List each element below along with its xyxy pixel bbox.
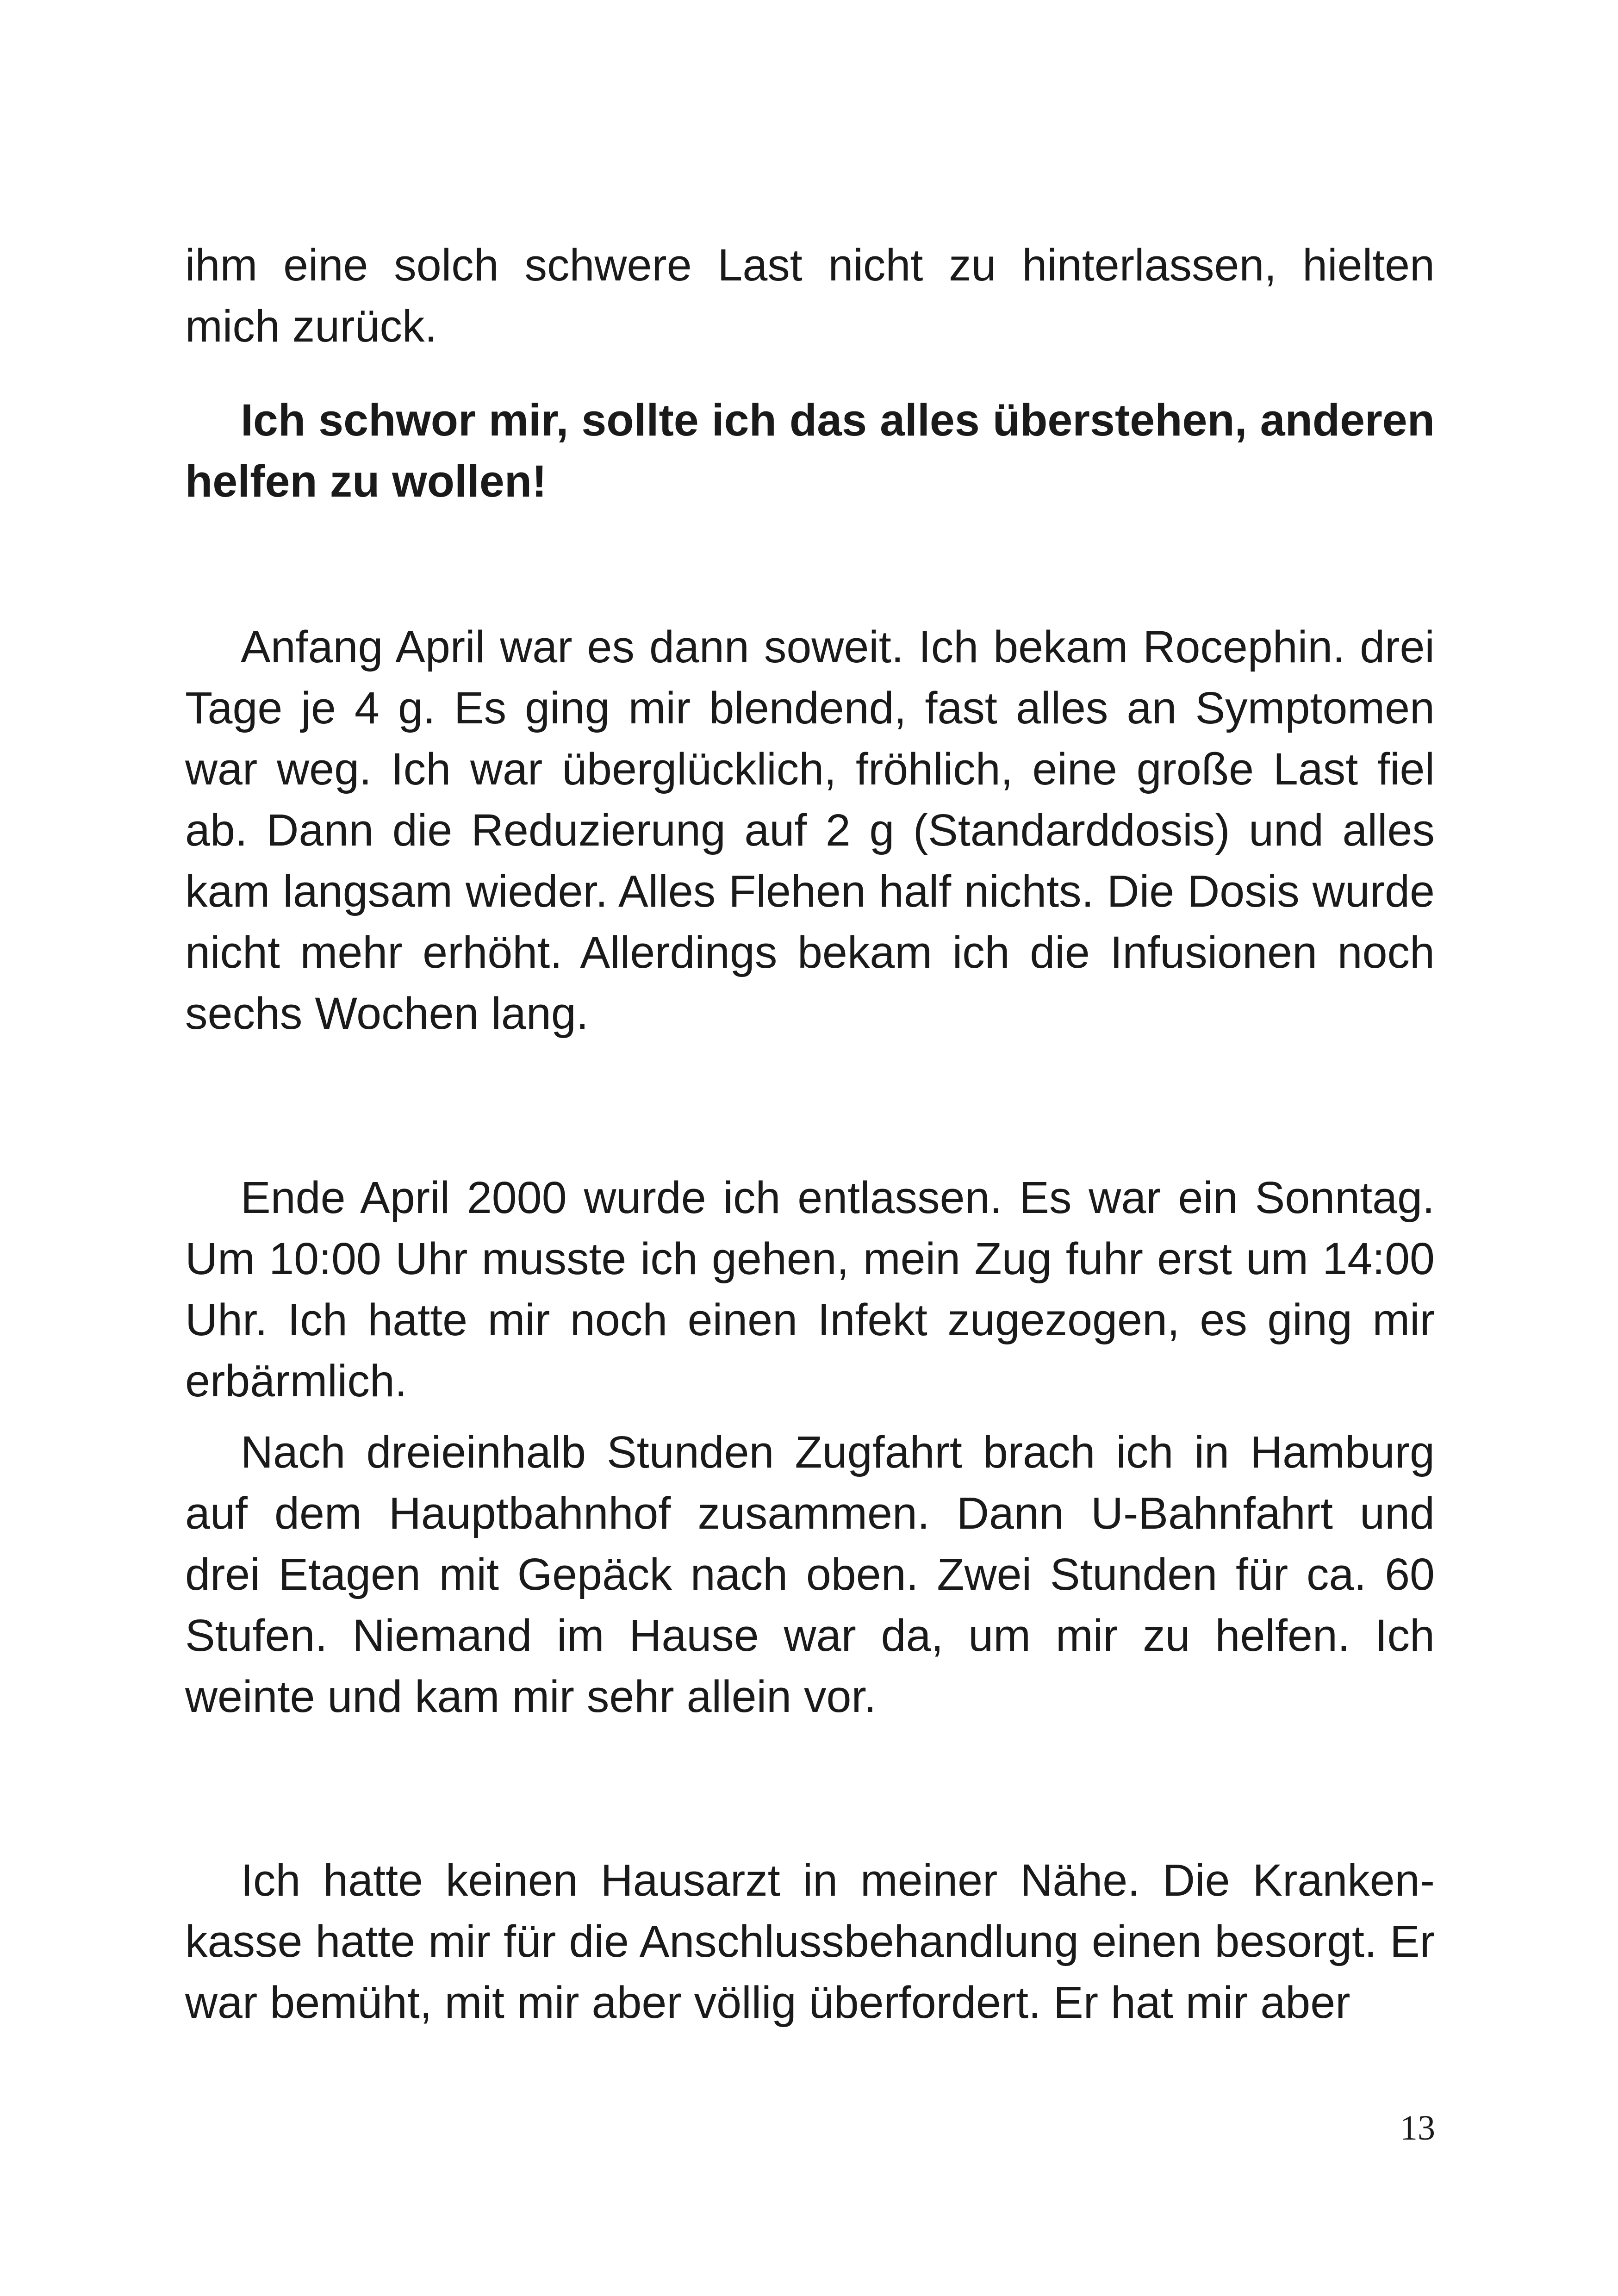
page-number: 13	[1400, 2109, 1435, 2147]
paragraph-family-doctor: Ich hatte keinen Hausarzt in meiner Nähe. Die Kranken-kasse hatte mir für die Anschlussbehandlung einen besorgt. Er war bemüht, mit mir aber völlig überfordert. Er hat mir aber	[185, 1855, 1435, 2028]
paragraph-train-journey: Nach dreieinhalb Stunden Zugfahrt brach ich in Hamburg auf dem Hauptbahnhof zusammen. Dann U-Bahnfahrt und drei Etagen mit Gepäck nach oben. Zwei Stunden für ca. 60 Stufen. Niemand im Hause war da, um mir zu helfen. Ich weinte und kam mir sehr allein vor.	[185, 1427, 1435, 1722]
paragraph-discharge: Ende April 2000 wurde ich entlassen. Es war ein Sonntag. Um 10:00 Uhr musste ich gehen, mein Zug fuhr erst um 14:00 Uhr. Ich hatte mir noch einen Infekt zugezogen, es ging mir erbärmlich.	[185, 1172, 1435, 1406]
paragraph-continuation: ihm eine solch schwere Last nicht zu hinterlassen, hielten mich zurück.	[185, 240, 1435, 351]
paragraph-oath-bold: Ich schwor mir, sollte ich das alles überstehen, anderen helfen zu wollen!	[185, 395, 1435, 506]
paragraph-rocephin: Anfang April war es dann soweit. Ich bekam Rocephin. drei Tage je 4 g. Es ging mir blendend, fast alles an Symptomen war weg. Ich war überglücklich, fröhlich, eine große Last fiel ab. Dann die Reduzierung auf 2 g (Standarddosis) und alles kam langsam wieder. Alles Flehen half nichts. Die Dosis wurde nicht mehr erhöht. Allerdings bekam ich die Infusionen noch sechs Wochen lang.	[185, 622, 1435, 1039]
